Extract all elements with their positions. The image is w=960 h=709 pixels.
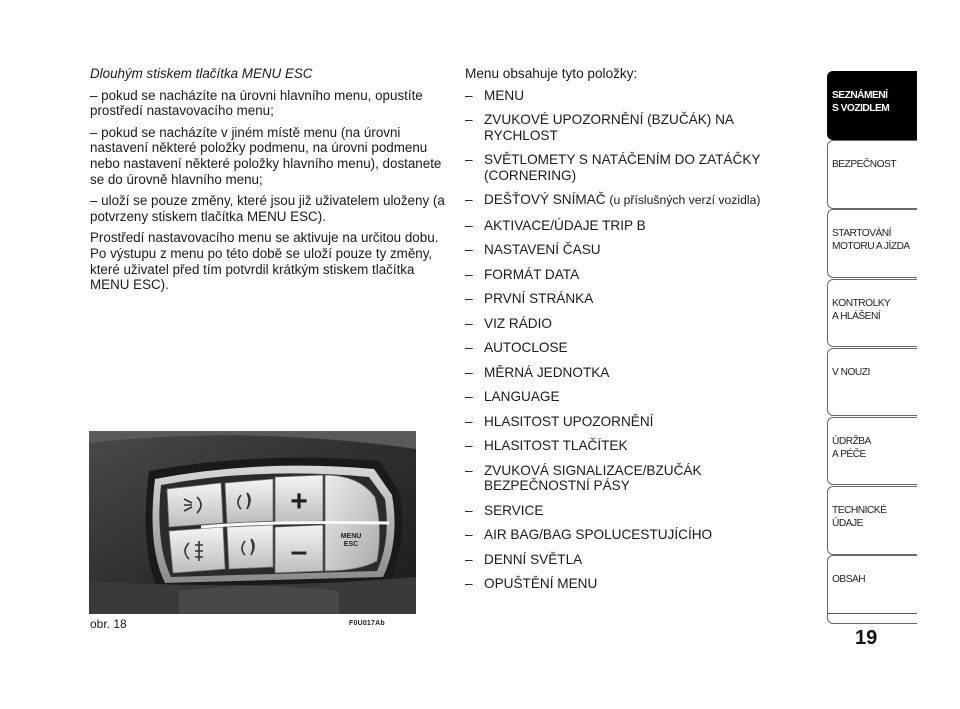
divider bbox=[827, 613, 917, 614]
list-item: – NASTAVENÍ ČASU bbox=[465, 242, 795, 258]
list-item: – DENNÍ SVĚTLA bbox=[465, 552, 795, 568]
list-item: – AIR BAG/BAG SPOLUCESTUJÍCÍHO bbox=[465, 527, 795, 543]
list-item: – AUTOCLOSE bbox=[465, 340, 795, 356]
tab-label: KONTROLKY bbox=[832, 297, 891, 309]
paragraph: – uloží se pouze změny, které jsou již uživatelem uloženy (a potvrzeny stiskem tlačítka MENU ESC). bbox=[90, 193, 445, 224]
list-item: – HLASITOST UPOZORNĚNÍ bbox=[465, 414, 795, 430]
tab-udrzba[interactable] bbox=[827, 417, 917, 486]
tab-label: S VOZIDLEM bbox=[832, 103, 890, 114]
list-item: – AKTIVACE/ÚDAJE TRIP B bbox=[465, 218, 795, 234]
list-item: – ZVUKOVÉ UPOZORNĚNÍ (BZUČÁK) NA RYCHLOST bbox=[465, 112, 795, 143]
tab-label: A PÉČE bbox=[832, 448, 866, 460]
chapter-tabs bbox=[827, 71, 917, 625]
tab-label: ÚDAJE bbox=[832, 518, 863, 530]
list-item: – PRVNÍ STRÁNKA bbox=[465, 291, 795, 307]
list-item: – HLASITOST TLAČÍTEK bbox=[465, 438, 795, 454]
list-item: – SERVICE bbox=[465, 503, 795, 519]
section-heading: Dlouhým stiskem tlačítka MENU ESC bbox=[90, 66, 313, 81]
tab-label: A HLÁŠENÍ bbox=[832, 310, 881, 322]
list-item bbox=[465, 192, 795, 209]
page-number: 19 bbox=[855, 627, 878, 649]
tab-bezpecnost[interactable] bbox=[827, 140, 917, 209]
tab-startovani[interactable] bbox=[827, 209, 917, 278]
list-item: – MĚRNÁ JEDNOTKA bbox=[465, 365, 795, 381]
list-item-note: (u příslušných verzí vozidla) bbox=[609, 193, 761, 208]
tab-technicke-udaje[interactable] bbox=[827, 486, 917, 555]
tab-label: STARTOVÁNÍ bbox=[832, 228, 891, 240]
tab-label: V NOUZI bbox=[832, 366, 870, 378]
list-item: – OPUŠTĚNÍ MENU bbox=[465, 576, 795, 592]
list-item: – LANGUAGE bbox=[465, 389, 795, 405]
control-panel-illustration bbox=[89, 431, 416, 614]
figure-code: F0U017Ab bbox=[349, 620, 385, 627]
list-item: – MENU bbox=[465, 88, 795, 104]
paragraph: – pokud se nacházíte na úrovni hlavního menu, opustíte prostředí nastavovacího menu; bbox=[90, 87, 423, 119]
right-text-column bbox=[465, 66, 795, 601]
menu-button-label-line2: ESC bbox=[343, 541, 359, 548]
left-text-column bbox=[90, 66, 446, 299]
list-item: – VIZ RÁDIO bbox=[465, 316, 795, 332]
menu-items-list bbox=[465, 88, 795, 592]
menu-intro: Menu obsahuje tyto položky: bbox=[465, 66, 638, 81]
tab-v-nouzi[interactable] bbox=[827, 348, 917, 417]
tab-label: BEZPEČNOST bbox=[832, 159, 897, 171]
control-panel-figure bbox=[89, 431, 416, 614]
list-item: – FORMÁT DATA bbox=[465, 267, 795, 283]
plus-button: + bbox=[290, 485, 308, 518]
tab-label: SEZNÁMENÍ bbox=[832, 90, 888, 101]
tab-seznameni[interactable] bbox=[827, 71, 917, 140]
minus-button: – bbox=[290, 535, 308, 568]
tab-kontrolky[interactable] bbox=[827, 279, 917, 348]
list-item-text: DEŠŤOVÝ SNÍMAČ bbox=[484, 192, 606, 208]
list-item: – ZVUKOVÁ SIGNALIZACE/BZUČÁK BEZPEČNOSTNÍ PÁSY bbox=[465, 463, 795, 494]
paragraph: Prostředí nastavovacího menu se aktivuje na určitou dobu. Po výstupu z menu po této době se uloží pouze ty změny, které uživatel před tím potvrdil krátkým stiskem tlačítka MENU ESC). bbox=[90, 230, 439, 293]
list-item: – SVĚTLOMETY S NATÁČENÍM DO ZATÁČKY (CORNERING) bbox=[465, 152, 795, 183]
tab-label: ÚDRŽBA bbox=[832, 435, 871, 447]
tab-label: MOTORU A JÍZDA bbox=[832, 241, 910, 253]
tab-label: OBSAH bbox=[832, 574, 866, 586]
paragraph: – pokud se nacházíte v jiném místě menu (na úrovni nastavení některé položky podmenu, na úrovni podmenu nebo nastavení některé položky hlavního menu), dostanete se do úrovně hlavního menu; bbox=[90, 124, 442, 187]
menu-button-label-line1: MENU bbox=[340, 533, 362, 540]
figure-caption: obr. 18 bbox=[90, 617, 127, 631]
tab-label: TECHNICKÉ bbox=[832, 505, 887, 517]
